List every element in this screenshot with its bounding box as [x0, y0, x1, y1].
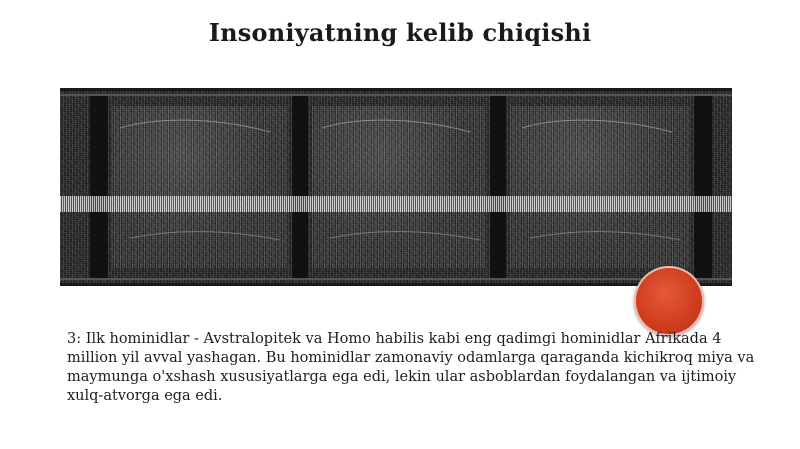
slide-body-text: 3: Ilk hominidlar - Avstralopitek va Homo habilis kabi eng qadimgi hominidlar Afrikada 4 million yil avval yashagan. Bu hominidlar zamonaviy odamlarga qaraganda kichikroq miya va maymunga o'xshash xususiyatlarga ega edi, lekin ular asboblardan foydalangan va ijtimoiy xulq-atvorga ega edi. — [67, 331, 755, 404]
slide-title: Insoniyatning kelib chiqishi — [208, 18, 592, 47]
image-bottom-border — [60, 283, 732, 286]
image-bottom-border-inner — [60, 278, 732, 280]
noisy-image-strip — [60, 88, 732, 286]
red-circle-badge — [634, 266, 704, 336]
image-noise-curves — [60, 88, 732, 286]
